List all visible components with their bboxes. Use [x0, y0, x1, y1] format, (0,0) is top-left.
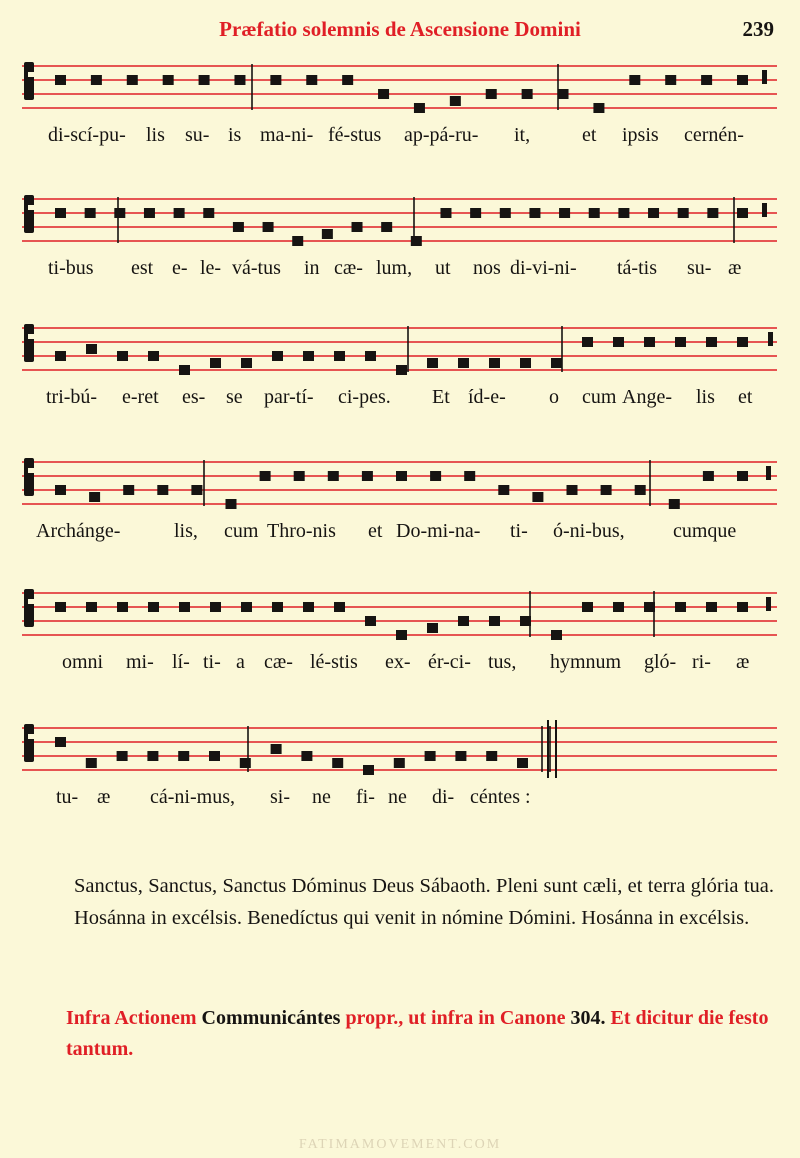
syllable: est [131, 257, 154, 279]
neume-note [644, 602, 655, 612]
chant-system-6 [22, 720, 777, 816]
neume-note [127, 75, 138, 85]
neume-note [179, 365, 190, 375]
clef-gap [28, 334, 36, 339]
neume-note [148, 602, 159, 612]
neume-note [464, 471, 475, 481]
syllable: di-scí-pu- [48, 124, 126, 146]
neume-note [210, 602, 221, 612]
neume-note [706, 337, 717, 347]
custos-icon [762, 70, 767, 84]
neume-note [332, 758, 343, 768]
neume-note [191, 485, 202, 495]
neume-note [123, 485, 134, 495]
syllable: cernén- [684, 124, 744, 146]
neume-note [701, 75, 712, 85]
syllable: cum [582, 386, 617, 408]
custos-icon [768, 332, 773, 346]
neume-note [328, 471, 339, 481]
neume-note [241, 358, 252, 368]
neume-note [303, 602, 314, 612]
neume-note [114, 208, 125, 218]
neume-note [381, 222, 392, 232]
neume-note [470, 208, 481, 218]
staff-1 [22, 58, 777, 116]
syllable: ap-pá-ru- [404, 124, 479, 146]
neume-note [301, 751, 312, 761]
lyrics-line-5 [22, 651, 777, 681]
neume-note [414, 103, 425, 113]
neume-note [89, 492, 100, 502]
neume-note [147, 751, 158, 761]
lyrics-line-1 [22, 124, 777, 154]
neume-note [648, 208, 659, 218]
neume-note [117, 351, 128, 361]
syllable: cæ- [264, 651, 293, 673]
syllable: ipsis [622, 124, 659, 146]
neume-note [365, 351, 376, 361]
neume-note [500, 208, 511, 218]
do-clef-icon [24, 458, 34, 496]
lyrics-line-3 [22, 386, 777, 416]
rubric-instruction [66, 1003, 776, 1065]
syllable: ó-ni-bus, [553, 520, 625, 542]
neume-note [396, 471, 407, 481]
neume-note [425, 751, 436, 761]
syllable: es- [182, 386, 206, 408]
neume-note [378, 89, 389, 99]
chant-system-1 [22, 58, 777, 154]
syllable: e-ret [122, 386, 159, 408]
neume-note [498, 485, 509, 495]
syllable: ma-ni- [260, 124, 314, 146]
syllable: tus, [488, 651, 517, 673]
neume-note [593, 103, 604, 113]
neume-note [157, 485, 168, 495]
syllable: su- [185, 124, 210, 146]
neume-note [665, 75, 676, 85]
syllable: is [228, 124, 242, 146]
neume-note [263, 222, 274, 232]
syllable: ti-bus [48, 257, 94, 279]
neume-note [529, 208, 540, 218]
neume-note [117, 751, 128, 761]
syllable: ex- [385, 651, 411, 673]
neume-note [522, 89, 533, 99]
neume-note [55, 737, 66, 747]
syllable: lis [696, 386, 715, 408]
neume-note [669, 499, 680, 509]
neume-note [55, 75, 66, 85]
rubric-black-text: Communicántes [201, 1007, 341, 1029]
syllable: di- [432, 786, 455, 808]
syllable: gló- [644, 651, 677, 673]
neume-note [737, 75, 748, 85]
custos-icon [762, 203, 767, 217]
neume-note [352, 222, 363, 232]
neume-note [55, 208, 66, 218]
syllable: tri-bú- [46, 386, 98, 408]
syllable: e- [172, 257, 188, 279]
syllable: ri- [692, 651, 711, 673]
rubric-page-reference: 304. [570, 1007, 606, 1029]
syllable: lum, [376, 257, 413, 279]
neume-note [613, 602, 624, 612]
syllable: a [236, 651, 245, 673]
syllable: si- [270, 786, 290, 808]
staff-3 [22, 320, 777, 378]
neume-note [271, 744, 282, 754]
neume-note [226, 499, 237, 509]
neume-note [241, 602, 252, 612]
neume-note [450, 96, 461, 106]
neume-note [178, 751, 189, 761]
syllable: it, [514, 124, 531, 146]
lyrics-line-4 [22, 520, 777, 550]
staff-2 [22, 191, 777, 249]
neume-note [532, 492, 543, 502]
syllable: lé-stis [310, 651, 358, 673]
syllable: tu- [56, 786, 79, 808]
rubric-red-text: Infra Actionem [66, 1007, 197, 1029]
neume-note [86, 602, 97, 612]
neume-note [306, 75, 317, 85]
neume-note [613, 337, 624, 347]
clef-gap [28, 72, 36, 77]
syllable: ut [435, 257, 451, 279]
do-clef-icon [24, 589, 34, 627]
syllable: æ [728, 257, 742, 279]
syllable: lis [146, 124, 165, 146]
neume-note [86, 344, 97, 354]
neume-note [294, 471, 305, 481]
neume-note [179, 602, 190, 612]
staff-4 [22, 454, 777, 512]
syllable: æ [736, 651, 750, 673]
neume-note [144, 208, 155, 218]
syllable: et [738, 386, 753, 408]
neume-note [260, 471, 271, 481]
neume-note [272, 351, 283, 361]
neume-note [427, 358, 438, 368]
neume-note [706, 602, 717, 612]
neume-note [396, 630, 407, 640]
syllable: mi- [126, 651, 154, 673]
syllable: æ [97, 786, 111, 808]
syllable: ne [312, 786, 331, 808]
syllable: lis, [174, 520, 198, 542]
neume-note [489, 616, 500, 626]
staff-5 [22, 585, 777, 643]
syllable: ér-ci- [428, 651, 471, 673]
syllable: Do-mi-na- [396, 520, 481, 542]
neume-note [199, 75, 210, 85]
neume-note [396, 365, 407, 375]
chant-system-3 [22, 320, 777, 416]
syllable: o [549, 386, 559, 408]
syllable: tá-tis [617, 257, 657, 279]
chant-system-4 [22, 454, 777, 550]
syllable: se [226, 386, 243, 408]
syllable: et [582, 124, 597, 146]
neume-note [551, 630, 562, 640]
neume-note [486, 751, 497, 761]
neume-note [363, 765, 374, 775]
syllable: Thro-nis [267, 520, 336, 542]
syllable: ci-pes. [338, 386, 391, 408]
neume-note [455, 751, 466, 761]
syllable: Et [432, 386, 450, 408]
syllable: fi- [356, 786, 375, 808]
syllable: et [368, 520, 383, 542]
neume-note [489, 358, 500, 368]
neume-note [601, 485, 612, 495]
neume-note [210, 358, 221, 368]
syllable: di-vi-ni- [510, 257, 577, 279]
do-clef-icon [24, 724, 34, 762]
neume-note [209, 751, 220, 761]
neume-note [644, 337, 655, 347]
neume-note [430, 471, 441, 481]
syllable: ti- [203, 651, 221, 673]
syllable: le- [200, 257, 222, 279]
syllable: ne [388, 786, 407, 808]
neume-note [148, 351, 159, 361]
neume-note [272, 602, 283, 612]
syllable: in [304, 257, 320, 279]
neume-note [233, 222, 244, 232]
rubric-red-text: Et dicitur die festo tantum. [66, 1007, 769, 1060]
neume-note [675, 602, 686, 612]
syllable: Ange- [622, 386, 672, 408]
neume-note [737, 337, 748, 347]
neume-note [85, 208, 96, 218]
neume-note [394, 758, 405, 768]
page-number: 239 [742, 17, 774, 41]
clef-gap [28, 205, 36, 210]
neume-note [559, 208, 570, 218]
lyrics-line-6 [22, 786, 777, 816]
clef-gap [28, 468, 36, 473]
neume-note [737, 471, 748, 481]
page-title: Præfatio solemnis de Ascensione Domini [219, 17, 581, 41]
neume-note [635, 485, 646, 495]
syllable: vá-tus [232, 257, 281, 279]
neume-note [86, 758, 97, 768]
neume-note [440, 208, 451, 218]
neume-note [707, 208, 718, 218]
syllable: cumque [673, 520, 737, 542]
staff-6 [22, 720, 777, 778]
syllable: su- [687, 257, 712, 279]
neume-note [737, 602, 748, 612]
neume-note [117, 602, 128, 612]
neume-note [303, 351, 314, 361]
clef-gap [28, 734, 36, 739]
syllable: fé-stus [328, 124, 382, 146]
sanctus-verse: Sanctus, Sanctus, Sanctus Dóminus Deus Sábaoth. Pleni sunt cæli, et terra glória tua. Hosánna in excélsis. Benedíctus qui venit in nómine Dómini. Hosánna in excélsis. [74, 875, 774, 929]
watermark: FATIMAMOVEMENT.COM [298, 1137, 502, 1152]
syllable: íd-e- [468, 386, 506, 408]
syllable: par-tí- [264, 386, 314, 408]
neume-note [365, 616, 376, 626]
neume-note [551, 358, 562, 368]
neume-note [362, 471, 373, 481]
syllable: omni [62, 651, 104, 673]
syllable: cá-ni-mus, [150, 786, 235, 808]
neume-note [675, 337, 686, 347]
neume-note [234, 75, 245, 85]
neume-note [203, 208, 214, 218]
neume-note [458, 358, 469, 368]
chant-system-2 [22, 191, 777, 287]
neume-note [270, 75, 281, 85]
do-clef-icon [24, 324, 34, 362]
neume-note [582, 337, 593, 347]
neume-note [737, 208, 748, 218]
neume-note [589, 208, 600, 218]
neume-note [567, 485, 578, 495]
neume-note [486, 89, 497, 99]
neume-note [618, 208, 629, 218]
do-clef-icon [24, 62, 34, 100]
neume-note [174, 208, 185, 218]
syllable: nos [473, 257, 501, 279]
neume-note [517, 758, 528, 768]
neume-note [334, 602, 345, 612]
neume-note [520, 358, 531, 368]
syllable: lí- [172, 651, 190, 673]
neume-note [520, 616, 531, 626]
neume-note [55, 351, 66, 361]
neume-note [292, 236, 303, 246]
neume-note [322, 229, 333, 239]
neume-note [411, 236, 422, 246]
syllable: Archánge- [36, 520, 121, 542]
syllable: cæ- [334, 257, 363, 279]
neume-note [582, 602, 593, 612]
rubric-red-text: propr., ut infra in Canone [345, 1007, 566, 1029]
neume-note [558, 89, 569, 99]
neume-note [163, 75, 174, 85]
syllable: ti- [510, 520, 528, 542]
do-clef-icon [24, 195, 34, 233]
syllable: cum [224, 520, 259, 542]
neume-note [55, 602, 66, 612]
neume-note [240, 758, 251, 768]
neume-note [427, 623, 438, 633]
neume-note [91, 75, 102, 85]
neume-note [678, 208, 689, 218]
neume-note [458, 616, 469, 626]
neume-note [55, 485, 66, 495]
neume-note [629, 75, 640, 85]
neume-note [334, 351, 345, 361]
clef-gap [28, 599, 36, 604]
syllable: céntes : [470, 786, 531, 808]
chant-system-5 [22, 585, 777, 681]
neume-note [342, 75, 353, 85]
lyrics-line-2 [22, 257, 777, 287]
custos-icon [766, 597, 771, 611]
custos-icon [766, 466, 771, 480]
neume-note [703, 471, 714, 481]
syllable: hymnum [550, 651, 622, 673]
